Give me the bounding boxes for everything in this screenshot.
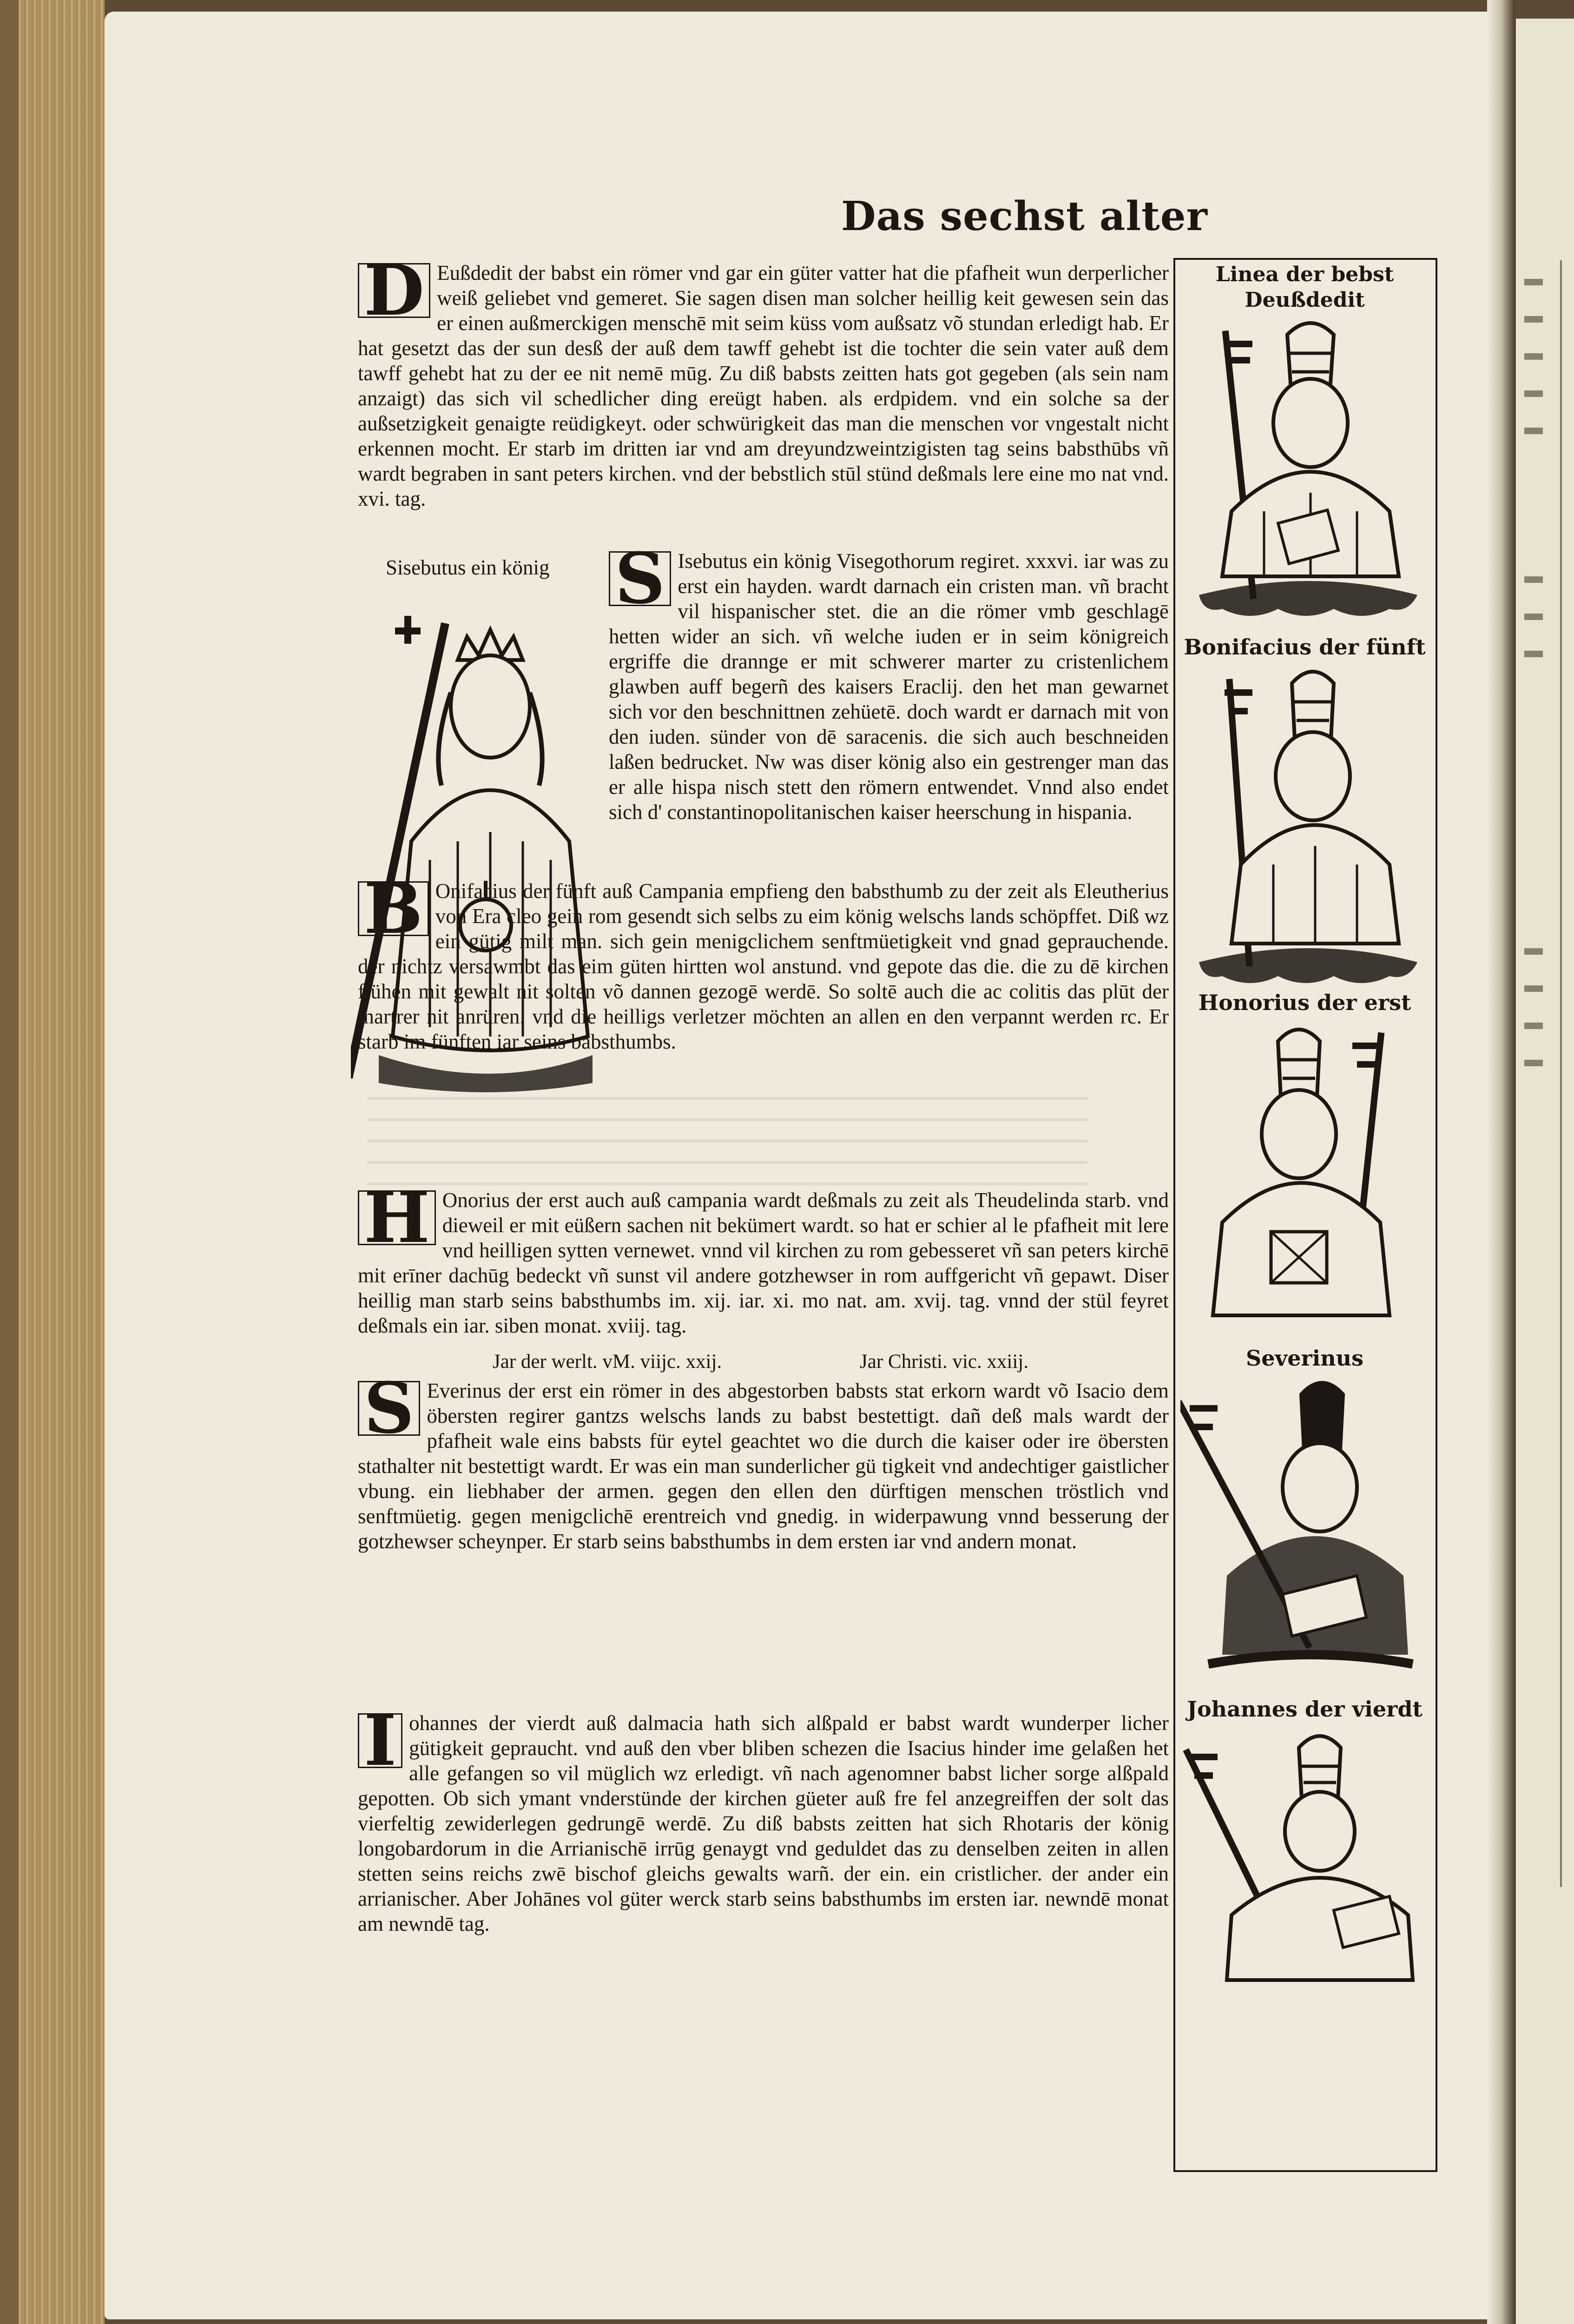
lineage-title: Linea der bebst: [1215, 263, 1394, 286]
christ-year-caption: Jar Christi. vic. xxiij.: [860, 1351, 1029, 1373]
deusdedit-text: [358, 250, 1169, 511]
sisebutus-text: [609, 538, 1169, 825]
book-cover-edge: [0, 0, 19, 2324]
honorius-body: Onorius der erst auch auß campania wardt deßmals zu zeit als Theudelinda starb. vnd dieweil er mit eüßern sachen nit bekümert wardt. so hat er schier al le pfafheit mit lere vnd heilligen sytten vernewet. vnnd vil kirchen zu rom gebesseret vñ san peters kirchē mit erīner dachūg bedeckt vñ sunst vil andere gotzhewser in rom auffgericht vñ gepawt. Diser heillig man starb seins babsthumbs im. xij. iar. xi. mo nat. am. xvij. tag. vnnd der stül feyret deßmals ein iar. siben monat. xviij. tag.: [358, 1188, 1169, 1337]
facing-text-fragment: [1524, 651, 1543, 657]
bonifacius-text: [358, 868, 1169, 1054]
facing-text-fragment: [1524, 985, 1543, 992]
facing-text-fragment: [1524, 1060, 1543, 1066]
facing-text-fragment: [1524, 390, 1543, 397]
initial-h: H: [358, 1190, 436, 1245]
bonifacius-body: Onifacius der fünft auß Campania empfieng den babsthumb zu der zeit als Eleutherius von Era cleo gein rom gesendt sich selbs zu eim könig welschs lands schöpffet. Diß wz ein gütig milt man. sich gein menigclichem senftmüetigkeit vnd gnad geprauchende. der nichtz versawmbt das eim güten hirtten wol anstund. vnd gepote das die. die zu dē kirchen flühen mit gewalt nit solten võ dannen gezogē werdē. So soltē auch die ac colitis das plūt der martrer nit anrüren. vnd die heilligs verletzer möchten an allen en den verpannt werden rc. Er starb im fünften iar seins babsthumbs.: [358, 879, 1169, 1053]
facing-text-fragment: [1524, 948, 1543, 955]
pope-name-severinus: Severinus: [1246, 1346, 1363, 1371]
initial-b: B: [358, 881, 429, 936]
deusdedit-body: Eußdedit der babst ein römer vnd gar ein güter vatter hat die pfafheit wun derperlicher weiß geliebet vnd gemeret. Sie sagen disen man solcher heillig keit gewesen sein das er einen außmerckigen menschē mit seim küss vom außsatz võ stundan erledigt hab. Er hat gesetzt das der sun desß der auß dem tawff gehebt ist die tochter die sein vater auß dem tawff gehebt hat zu der ee nit nemē mūg. Zu diß babsts zeitten hats got gegeben (als sein nam anzaigt) das sich vil schedlicher ding ereügt haben. als erdpidem. vnd ein solche sa der außsetzigkeit genaigte reüdigkeyt. oder schwürigkeit das man die menschen vor vngestalt nicht erkennen mocht. Er starb im dritten iar vnd am dreyundzweintzigisten tag seins babsthūbs vñ wardt begraben in sant peters kirchen. vnd der bebstlich stūl stünd deßmals lere eine mo nat vnd. xvi. tag.: [358, 261, 1169, 510]
severinus-body: Everinus der erst ein römer in des abgestorben babsts stat erkorn wardt võ Isacio dem öbersten regirer gantzs welschs lands zu babst bestettigt. dañ deß mals wardt der pfafheit wale eins babsts für eytel geachtet wo die durch die kaiser oder ire öbersten stathalter nit bestettigt wardt. Er was ein man sunderlicher gü tigkeit vnd andechtiger gaistlicher vbung. ein liebhaber der armen. gegen den ellen den dürftigen menschen tröstlich vnd senftmüetig. gegen menigclichē erentreich vnd gnedig. in widerpawung vnnd besserung der gotzhewser scheynper. Er starb seins babsthumbs in dem ersten iar vnd andern monat.: [358, 1379, 1169, 1553]
johannes-text: [358, 1700, 1169, 1936]
pope-portrait-honorius: [1180, 1023, 1427, 1343]
severinus-text: [358, 1367, 1169, 1554]
facing-page-rule: [1560, 260, 1562, 1887]
facing-text-fragment: [1524, 428, 1543, 434]
pope-portrait-deusdedit: [1180, 316, 1427, 623]
facing-text-fragment: [1524, 279, 1543, 285]
facing-text-fragment: [1524, 316, 1543, 323]
facing-text-fragment: [1524, 576, 1543, 583]
honorius-text: [358, 1177, 1169, 1338]
initial-i: I: [358, 1713, 402, 1768]
lineage-first-pope: Deußdedit: [1245, 288, 1365, 312]
world-year-caption: Jar der werlt. vM. viijc. xxij.: [493, 1351, 722, 1373]
initial-s: S: [609, 551, 671, 606]
show-through-text: [367, 1092, 1087, 1185]
page-gutter: [1487, 0, 1515, 2324]
facing-text-fragment: [1524, 614, 1543, 620]
sisebutus-body: Isebutus ein könig Visegothorum regiret. xxxvi. iar was zu erst ein hayden. wardt darnach ein cristen man. vñ bracht vil hispanischer stet. die an die römer vmb geschlagē hetten wider an sich. vñ welche iuden er in seim königreich ergriffe die drannge er mit schwerer marter zu cristenlichem glawben auff begerñ des kaisers Eraclij. den het man gewarnet sich vor den beschnittnen zehüetē. doch wardt er darnach mit von den iuden. sünder von dē saracenis. die sich auch beschneiden laßen bedrucket. Nw was diser könig also ein gestrenger man das er alle hispa nisch stett den römern entwendet. Vnnd also endet sich d' constantinopolitanischen kaiser heerschung in hispania.: [609, 549, 1169, 824]
pope-portrait-severinus: [1180, 1376, 1427, 1697]
pope-name-bonifacius: Bonifacius der fünft: [1184, 634, 1426, 660]
pope-name-johannes: Johannes der vierdt: [1187, 1697, 1423, 1722]
pope-portrait-johannes: [1180, 1729, 1427, 1989]
pope-name-honorius: Honorius der erst: [1198, 990, 1411, 1015]
facing-text-fragment: [1524, 353, 1543, 360]
initial-d: D: [358, 263, 430, 318]
johannes-body: ohannes der vierdt auß dalmacia hath sich alßpald er babst wardt wunderper licher gütigkeit gepraucht. vnd auß den vber bliben schezen die Isacius hinder ime gelaßen het alle gefangen so vil müglich wz erledigt. vñ nach agenomner babst licher sorge alßpald gepotten. Ob sich ymant vnderstünde der kirchen güeter auß fre fel anzegreiffen der solt das vierfeltig zewiderlegen gedrungē werdē. Zu diß babsts zeitten hat sich Rhotaris der könig longobardorum in die Arrianischē irrūg genaygt vnd geduldet das zu denselben zeiten in allen stetten seins reichs zwē bischof gleichs gewalts warñ. der ein. ein cristlicher. der ander ein arrianischer. Aber Johānes vol güter werck starb seins babsthumbs im ersten iar. newndē monat am newndē tag.: [358, 1711, 1169, 1935]
pope-portrait-bonifacius: [1180, 665, 1427, 990]
facing-text-fragment: [1524, 1023, 1543, 1029]
initial-s2: S: [358, 1381, 420, 1436]
running-header: Das sechst alter: [841, 193, 1208, 240]
sisebutus-caption: Sisebutus ein könig: [386, 556, 550, 579]
facing-page-edge: [1516, 19, 1574, 2324]
